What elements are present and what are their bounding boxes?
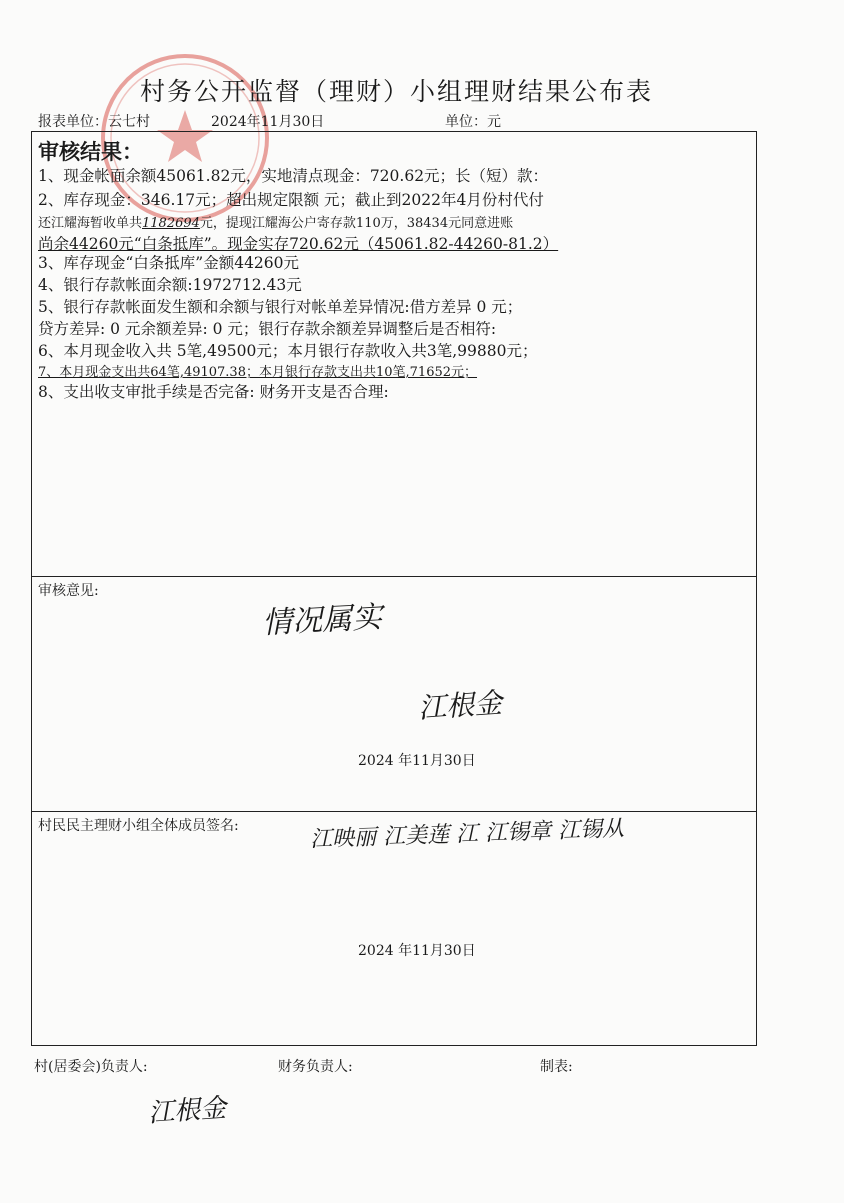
audit-line-3b: 1182694 — [142, 216, 200, 231]
audit-line-6: 4、银行存款帐面余额:1972712.43元 — [38, 276, 302, 294]
opinion-handwritten: 情况属实 — [261, 599, 384, 642]
members-signatures: 江映丽 江美莲 江 江锡章 江锡从 — [309, 816, 625, 853]
audit-line-10: 7、本月现金支出共64笔,49107.38；本月银行存款支出共10笔,71652元； — [38, 365, 478, 380]
audit-line-4: 尚余44260元“白条抵库”。现金实存720.62元（45061.82-44260-81.2） — [38, 235, 559, 253]
members-date: 2024 年11月30日 — [358, 943, 476, 959]
audit-line-2: 2、库存现金：346.17元；超出规定限额 元；截止到2022年4月份村代付 — [38, 191, 544, 209]
report-unit: 报表单位：云七村 — [38, 114, 150, 130]
prepared-by-label: 制表: — [540, 1059, 573, 1075]
audit-heading: 审核结果： — [38, 140, 143, 164]
opinion-signature: 江根金 — [417, 686, 504, 725]
members-label: 村民民主理财小组全体成员签名: — [38, 818, 239, 834]
finance-head-label: 财务负责人: — [278, 1059, 353, 1075]
audit-line-9: 6、本月现金收入共 5笔,49500元；本月银行存款收入共3笔,99880元； — [38, 342, 538, 360]
report-date: 2024年11月30日 — [211, 114, 325, 130]
audit-line-11: 8、支出收支审批手续是否完备: 财务开支是否合理: — [38, 383, 389, 401]
page-title: 村务公开监督（理财）小组理财结果公布表 — [140, 77, 654, 106]
section-divider — [31, 811, 757, 812]
section-divider — [31, 576, 757, 577]
opinion-label: 审核意见: — [38, 583, 99, 599]
audit-line-3 — [38, 212, 513, 231]
village-head-label: 村(居委会)负责人: — [34, 1059, 148, 1075]
audit-line-8: 贷方差异: 0 元余额差异: 0 元；银行存款余额差异调整后是否相符: — [38, 320, 497, 338]
audit-line-7: 5、银行存款帐面发生额和余额与银行对帐单差异情况:借方差异 0 元； — [38, 298, 523, 316]
audit-line-5: 3、库存现金“白条抵库”金额44260元 — [38, 254, 300, 272]
footer-signature: 江根金 — [147, 1093, 228, 1129]
currency-unit: 单位：元 — [445, 114, 501, 130]
audit-line-3c: 元，提现江耀海公户寄存款110万，38434元同意进账 — [199, 216, 514, 231]
opinion-date: 2024 年11月30日 — [358, 753, 476, 769]
audit-line-3a: 还江耀海暂收单共 — [38, 216, 143, 231]
audit-line-1: 1、现金帐面余额45061.82元，实地清点现金：720.62元；长（短）款： — [38, 167, 549, 185]
